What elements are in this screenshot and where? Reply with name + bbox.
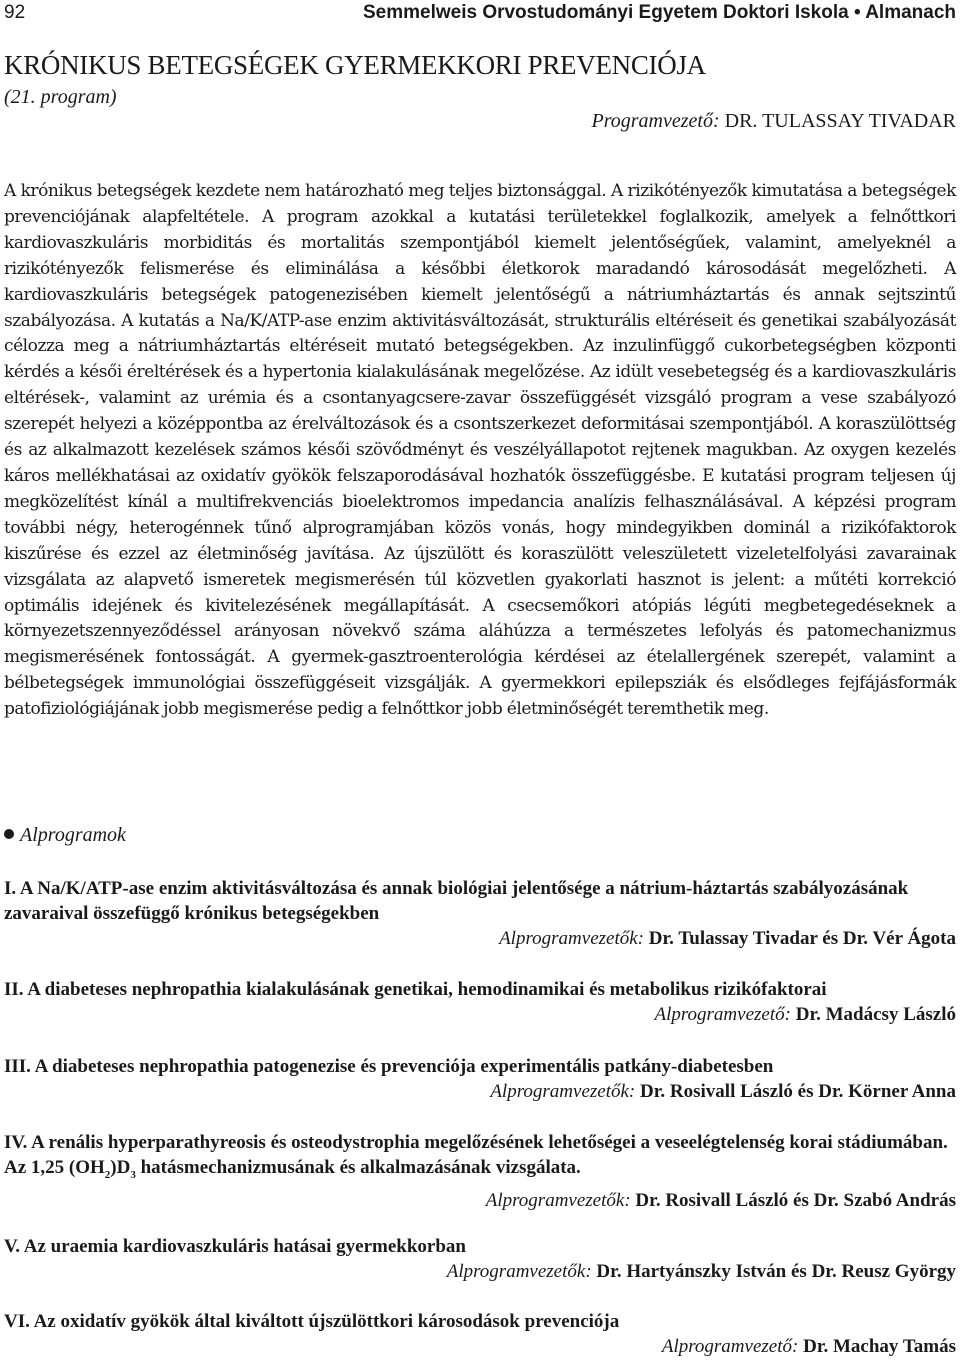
subprograms-heading <box>4 824 126 847</box>
program-leader-label: Programvezető: <box>591 110 720 132</box>
subprogram-6 <box>4 1309 956 1359</box>
program-leader-name: DR. TULASSAY TIVADAR <box>724 110 956 132</box>
subprogram-title: III. A diabeteses nephropathia patogenezise és prevenciója experimentális patkány-diabetesben <box>4 1056 774 1077</box>
subprogram-leader-label: Alprogramvezető: <box>661 1336 799 1357</box>
subprogram-leader-label: Alprogramvezető: <box>654 1004 791 1025</box>
subprogram-leader-label: Alprogramvezetők: <box>485 1189 631 1211</box>
subprogram-leader-names: Dr. Madácsy László <box>795 1004 956 1025</box>
program-leader <box>592 110 956 133</box>
subprogram-leader-label: Alprogramvezetők: <box>490 1081 636 1102</box>
subprogram-title-part: hatásmechanizmusának és alkalmazásának vizsgálata. <box>135 1157 581 1178</box>
subprogram-leaders <box>4 1188 956 1213</box>
subprogram-title: VI. Az oxidatív gyökök által kiváltott újszülöttkori károsodások prevenciója <box>4 1311 620 1332</box>
subprogram-title-part: IV. A renális hyperparathyreosis és osteodystrophia megelőzésének lehetőségei a veseelégtelenség korai stádiumában. Az 1,25 (OH <box>4 1132 948 1178</box>
subprogram-title: V. Az uraemia kardiovaszkuláris hatásai gyermekkorban <box>4 1236 467 1257</box>
bullet-icon <box>4 829 14 839</box>
subprogram-2-leaders <box>4 1002 956 1027</box>
subprogram-5 <box>4 1234 956 1284</box>
subprogram-leader-label: Alprogramvezetők: <box>499 928 644 949</box>
program-description: A krónikus betegségek kezdete nem határozható meg teljes biztonsággal. A rizikótényezők kimutatása a betegségek prevenciójának alapfeltétele. A program azokkal a kutatási területekkel foglalkozik, amelyek a felnőttkori kardiovaszkuláris morbiditás és mortalitás szempontjából kiemelt jelentőségűek, valamint, amelyeknél a rizikótényezők felismerése és eliminálása a későbbi életkorok maradandó károsodását megelőzheti. A kardiovaszkuláris betegségek patogenezisében kiemelt jelentőségű a nátriumháztartás és annak sejtszintű szabályozása. A kutatás a Na/K/ATP-ase enzim aktivitásváltozását, strukturális eltéréseit és genetikai szabályozását célozza meg a nátriumháztartás eltéréseit mutató betegségekben. Az inzulinfüggő cukorbetegségben központi kérdés a késői éreltérések és a hypertonia kialakulásának megelőzése. Az idült vesebetegség és a kardiovaszkuláris eltérések-, valamint az urémia és a csontanyagcsere-zavar összefüggését vizsgáló program a vese szabályozó szerepét helyezi a középpontba az érelváltozások és a csontszerkezet deformitásai szempontjából. A koraszülöttség és az alkalmazott kezelések számos késői szövődményt és veszélyállapotot rejtenek magukban. Az oxygen kezelés káros mellékhatásai az oxidatív gyökök felszaporodásával hozhatók összefüggésbe. E kutatási program teljesen új megközelítést kínál a multifrekvenciás bioelektromos impedancia analízis felhasználásával. A képzési program további négy, heterogénnek tűnő alprogramjában közös vonás, hogy mindegyikben dominál a rizikófaktorok kiszűrése és ezzel az életminőség javítása. Az újszülött és koraszülött veleszületett vizeletelfolyási zavarainak vizsgálata az alapvető ismeretek megismerésén túl közvetlen gyakorlati hasznot is jelent: a műtéti korrekció optimális idejének és kivitelezésének megállapítását. A csecsemőkori atópiás légúti megbetegedéseknek a környezetszennyeződéssel arányosan növekvő száma aláhúzza a természetes lefolyás és patomechanizmus megismerésének fontosságát. A gyermek-gasztroenterológia kérdései az ételallergének szerepét, valamint a bélbetegségek immunológiai összefüggéseit vizsgálják. A gyermekkori epilepsziák és elsődleges fejfájásformák patofiziológiájának jobb megismerése pedig a felnőttkor jobb életminőségét teremthetik meg. <box>4 181 956 720</box>
program-number: (21. program) <box>4 86 117 108</box>
subscript: 2 <box>104 1168 111 1181</box>
subprogram-leader-names: Dr. Tulassay Tivadar és Dr. Vér Ágota <box>648 928 956 949</box>
subprogram-leaders <box>4 1259 956 1284</box>
subprogram-title <box>4 1130 956 1188</box>
program-title: KRÓNIKUS BETEGSÉGEK GYERMEKKORI PREVENCIÓJA <box>4 50 706 80</box>
running-head: Semmelweis Orvostudományi Egyetem Doktori Iskola • Almanach <box>362 2 956 23</box>
subprogram-leader-names: Dr. Machay Tamás <box>803 1336 956 1357</box>
subprogram-leader-names: Dr. Rosivall László és Dr. Szabó András <box>635 1189 956 1211</box>
subprogram-1 <box>4 876 956 951</box>
subprogram-4 <box>4 1130 956 1213</box>
subprogram-title-part: )D <box>110 1157 131 1178</box>
subprogram-title: I. A Na/K/ATP-ase enzim aktivitásváltozása és annak biológiai jelentősége a nátrium-háztartás szabályozásának zavaraival összefüggő krónikus betegségekben <box>4 878 909 924</box>
subprograms-heading-text: Alprogramok <box>20 824 126 846</box>
page-number: 92 <box>4 2 26 23</box>
subscript: 3 <box>130 1168 136 1181</box>
subprogram-title: II. A diabeteses nephropathia kialakulásának genetikai, hemodinamikai és metabolikus rizikófaktorai <box>4 979 827 1000</box>
subprogram-leaders <box>4 1334 956 1359</box>
subprogram-leader-names: Dr. Rosivall László és Dr. Körner Anna <box>640 1081 956 1102</box>
subprogram-leaders <box>4 1079 956 1104</box>
subprogram-3 <box>4 1054 956 1104</box>
subprogram-2 <box>4 977 956 1002</box>
subprogram-leaders <box>4 926 956 951</box>
page-header <box>4 2 956 28</box>
subprogram-leader-names: Dr. Hartyánszky István és Dr. Reusz György <box>596 1261 956 1282</box>
subprogram-leader-label: Alprogramvezetők: <box>446 1261 592 1282</box>
